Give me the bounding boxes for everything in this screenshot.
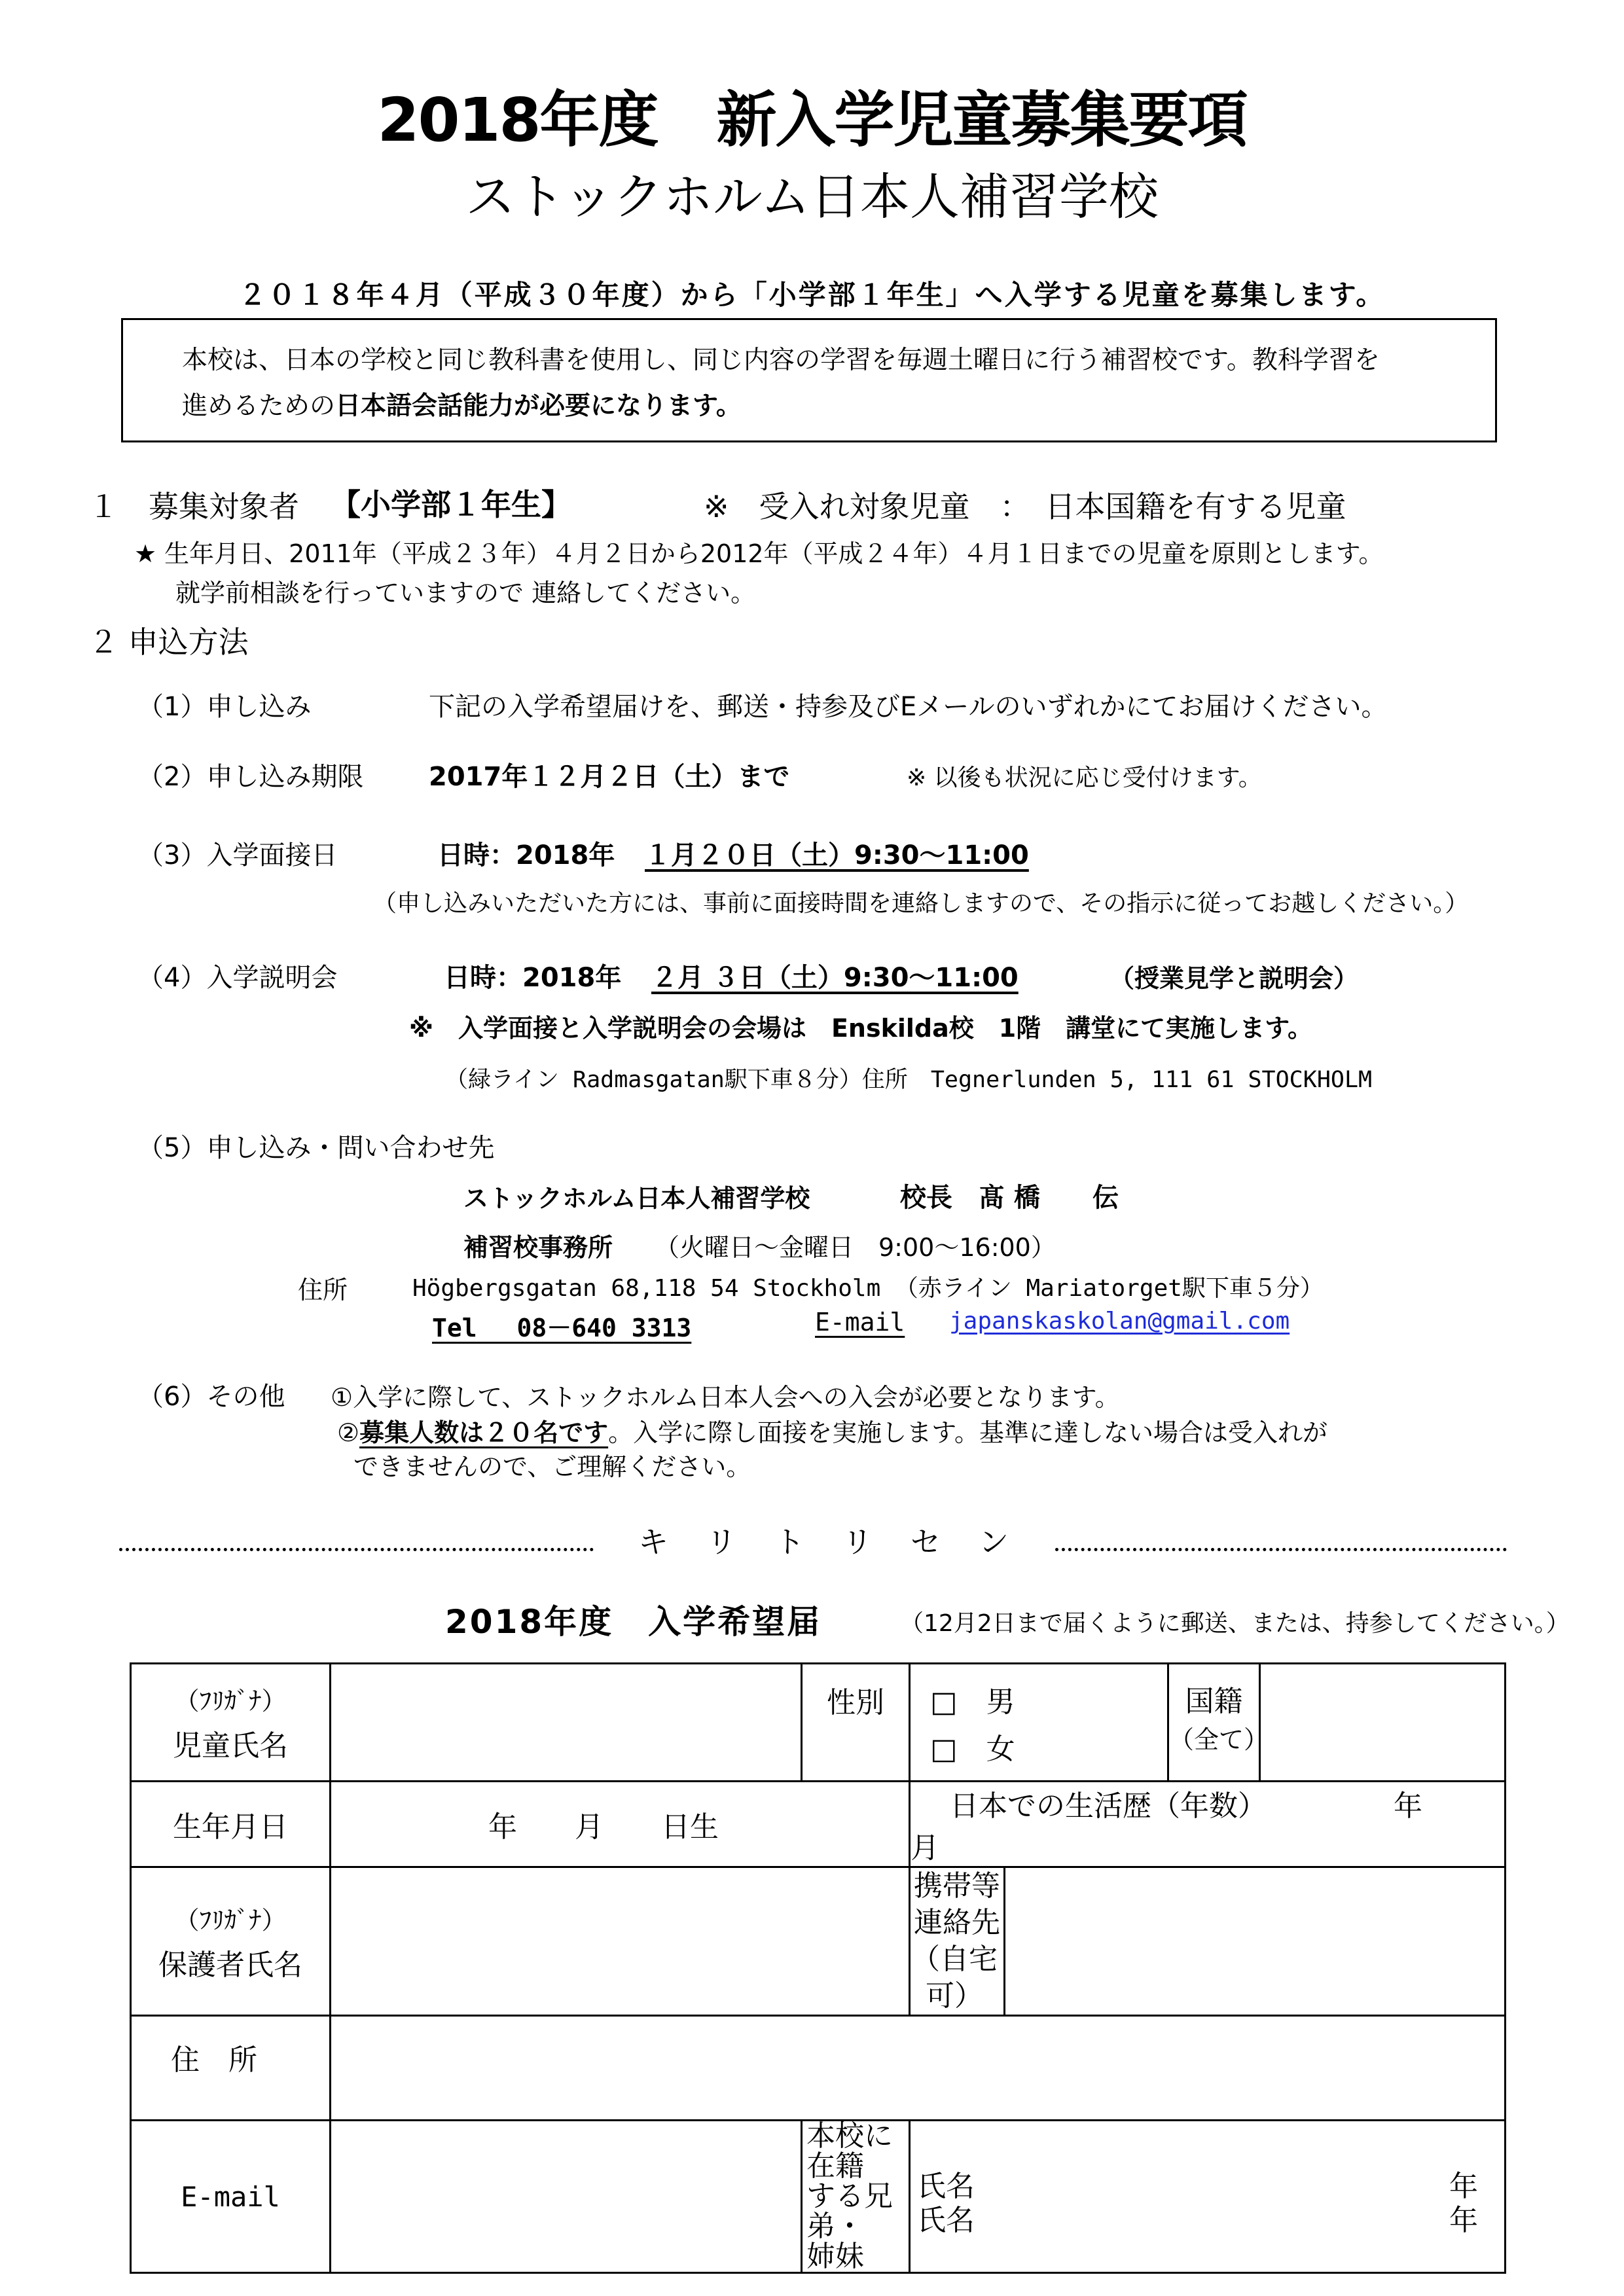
japan-years-field[interactable]: 年 月 [911,1789,1509,1865]
guardian-name-label-cell [131,1867,331,2016]
section1-note: ※ 受入れ対象児童 ： 日本国籍を有する児童 [704,489,1346,524]
item6-line-2 [337,1412,1327,1448]
item5-school: ストックホルム日本人補習学校 [463,1184,810,1213]
sibling-year-label-2: 年 [1449,2204,1479,2237]
guardian-name-field[interactable] [331,1867,910,2016]
nationality-field[interactable] [1260,1664,1506,1782]
child-name-label-cell [131,1664,331,1782]
intro-text: ２０１８年４月（平成３０年度）から「小学部１年生」へ入学する児童を募集します。 [238,279,1386,311]
item3-date: １月２０日（土）9:30～11:00 [645,840,1029,870]
item5-label: （5）申し込み・問い合わせ先 [137,1133,495,1163]
contact-label-1: 携帯等 [914,1869,1000,1903]
sibling-row-2[interactable] [917,2197,1504,2237]
item1-text: 下記の入学希望届けを、郵送・持参及びEメールのいずれかにてお届けください。 [429,692,1388,722]
school-name: ストックホルム日本人補習学校 [465,168,1159,226]
item5-office: 補習校事務所 [463,1233,613,1262]
siblings-label-2: する兄弟・ [806,2179,893,2243]
item6-line-2-c: 。入学に際し面接を実施します。基準に達しない場合は受入れが [608,1418,1328,1447]
gender-female-checkbox[interactable]: □ 女 [930,1732,1015,1766]
sibling-year-label-1: 年 [1449,2170,1479,2203]
notice-line-2-a: 進めるための [182,391,336,421]
birthdate-label: 生年月日 [131,1782,331,1867]
section1-target: 【小学部１年生】 [331,487,571,522]
section1-consult-line: 就学前相談を行っていますので 連絡してください。 [175,579,756,607]
item3-note: （申し込みいただいた方には、事前に面接時間を連絡しますので、その指示に従ってお越しください。） [373,890,1469,917]
cut-dots-right [1055,1548,1507,1551]
item5-tel: Tel 08－640 3313 [432,1314,692,1342]
item4-prefix: 日時：2018年 [444,963,622,993]
item4-suffix: （授業見学と説明会） [1110,964,1359,993]
child-name-label: 児童氏名 [173,1729,288,1763]
guardian-name-label: 保護者氏名 [158,1948,302,1982]
item5-email-link[interactable]: japanskaskolan@gmail.com [949,1308,1290,1335]
notice-line-2-b: 日本語会話能力が必要になります。 [335,391,742,421]
item4-label: （4）入学説明会 [137,963,338,993]
item2-note: ※ 以後も状況に応じ受付けます。 [907,764,1262,791]
item3-label: （3）入学面接日 [137,840,338,870]
nationality-label-cell [1168,1664,1269,1782]
japan-years-cell[interactable] [910,1782,1509,1867]
item5-email-label: E-mail [815,1308,905,1336]
section1-star-line: ★ 生年月日、2011年（平成２３年）４月２日から2012年（平成２４年）４月１日までの児童を原則とします。 [134,539,1384,568]
item6-line-3: できませんので、ご理解ください。 [353,1452,751,1481]
item4-date: ２月 ３日（土）9:30～11:00 [651,963,1019,993]
form-title: 2018年度 入学希望届 [445,1603,822,1641]
application-form-table [130,1662,1509,2274]
section2-heading: ２ 申込方法 [88,624,249,660]
guardian-furigana: （ﾌﾘｶﾞﾅ） [174,1905,287,1935]
contact-label-2: 連絡先 [914,1906,1000,1939]
child-name-field[interactable] [331,1664,802,1782]
item5-hours: （火曜日～金曜日 9:00～16:00） [655,1233,1056,1262]
item6-line-1: ①入学に際して、ストックホルム日本人会への入会が必要となります。 [331,1383,1120,1412]
item6-label: （6）その他 [137,1382,285,1412]
sibling-name-label-2: 氏名 [917,2204,975,2237]
item4-address: （緑ライン Radmasgatan駅下車８分）住所 Tegnerlunden 5, 111 61 STOCKHOLM [445,1067,1373,1093]
nationality-label: 国籍 [1185,1685,1243,1718]
address-label: 住 所 [131,2016,331,2121]
email-field[interactable] [331,2121,802,2273]
contact-label-cell [910,1867,1005,2016]
email-label: E-mail [131,2121,331,2273]
item5-principal: 校長 髙 橋 伝 [900,1183,1119,1213]
item3-prefix: 日時：2018年 [437,840,615,870]
contact-field[interactable] [1005,1867,1506,2016]
item5-address: Högbergsgatan 68,118 54 Stockholm （赤ライン Mariatorget駅下車５分） [412,1275,1324,1302]
cut-line-text: キ リ ト リ セ ン [638,1524,1013,1560]
notice-line-2 [182,386,742,422]
japan-years-label: 日本での生活歴（年数） [950,1789,1267,1823]
notice-box [121,318,1497,442]
item2-date: 2017年１２月２日（土）まで [429,762,790,792]
sibling-name-label-1: 氏名 [917,2170,975,2203]
notice-line-1: 本校は、日本の学校と同じ教科書を使用し、同じ内容の学習を毎週土曜日に行う補習校です。教科学習を [182,346,1380,375]
gender-options[interactable] [910,1664,1168,1782]
item6-line-2-a: ② [337,1418,360,1447]
item5-address-label: 住所 [298,1276,348,1304]
item1-label: （1）申し込み [137,692,312,722]
item6-line-2-b: 募集人数は２０名です [359,1418,609,1447]
page-title: 2018年度 新入学児童募集要項 [377,85,1247,155]
address-field[interactable] [331,2016,1506,2121]
siblings-field[interactable] [910,2121,1506,2273]
item4-venue: ※ 入学面接と入学説明会の会場は Enskilda校 1階 講堂にて実施します。 [409,1014,1313,1043]
siblings-label-3: 姉妹 [806,2240,864,2273]
item2-label: （2）申し込み期限 [137,762,364,792]
birthdate-field[interactable]: 年 月 日生 [331,1782,910,1867]
nationality-note: （全て） [1169,1725,1269,1754]
form-title-note: （12月2日まで届くように郵送、または、持参してください。） [900,1610,1570,1637]
contact-label-3: （自宅可） [911,1943,998,2013]
siblings-label-cell [802,2121,910,2273]
sibling-row-1[interactable] [917,2162,1504,2203]
gender-male-checkbox[interactable]: □ 男 [930,1685,1015,1719]
siblings-label-1: 本校に在籍 [806,2119,893,2183]
cut-dots-left [119,1548,594,1551]
gender-label: 性別 [802,1664,910,1782]
section1-heading: １ 募集対象者 [88,489,299,524]
child-furigana: （ﾌﾘｶﾞﾅ） [174,1687,287,1715]
